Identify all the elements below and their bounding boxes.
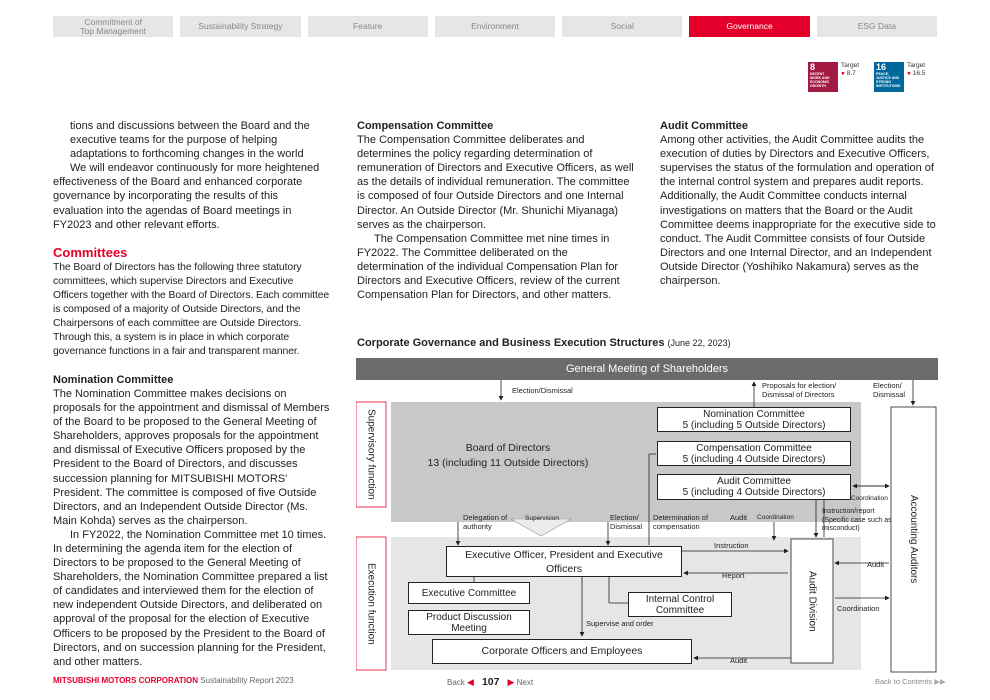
audit-text: Among other activities, the Audit Committee audits the execution of duties by Directors and Executive Officers, supervises the status of the formulation and operation of the internal control system and prepares audit reports. Additionally, the Audit Committee conducts internal investigations on matters that the Board or the Audit Committee deems inappropriate for the executive side to conduct. The Audit Committee consists of four Outside Directors and one Internal Director, and an Independent Outside Director (Yoshihiko Nakamura) serves as the chairperson.	[660, 134, 936, 288]
tab-governance[interactable]: Governance	[689, 16, 809, 37]
footer-pagination	[447, 676, 533, 688]
label-audit-2: Audit	[867, 560, 885, 569]
executive-officer-box: Executive Officer, President and Executive Officers	[446, 546, 682, 577]
back-to-contents-link[interactable]: Back to Contents ▶▶	[875, 677, 946, 686]
column-3	[660, 119, 937, 288]
footer-company: MITSUBISHI MOTORS CORPORATION Sustainability Report 2023	[53, 676, 294, 685]
compensation-committee-box: Compensation Committee 5 (including 4 Outside Directors)	[657, 441, 851, 466]
sdg-16-icon: 16 PEACE, JUSTICE AND STRONG INSTITUTIONS	[874, 62, 904, 92]
sdg-8-group	[808, 62, 859, 92]
tab-esg-data[interactable]: ESG Data	[817, 16, 937, 37]
board-of-directors: Board of Directors 13 (including 11 Outside Directors)	[427, 442, 589, 469]
tab-social[interactable]: Social	[562, 16, 682, 37]
audit-heading: Audit Committee	[660, 120, 748, 132]
label-instruction: Instruction	[714, 541, 749, 550]
audit-division-box: Audit Division	[806, 570, 818, 632]
tab-sustainability-strategy[interactable]: Sustainability Strategy	[180, 16, 300, 37]
tab-feature[interactable]: Feature	[308, 16, 428, 37]
tab-environment[interactable]: Environment	[435, 16, 555, 37]
nomination-text-2: In FY2022, the Nomination Committee met 10 times. In determining the agenda item for the election of Directors to be proposed to the General Meeting of Shareholders, the Nomination Committee prepared a list of candidates and interviewed them for the election of new independent Outside Directors, and deliberated on approval of the proposal for the election of Executive Officers to be proposed by the President to the Board of Directors, and on succession planning for the President, and other matters.	[53, 528, 328, 668]
label-coordination-3: Coordination	[837, 604, 880, 613]
label-supervision: Supervision	[525, 515, 559, 522]
compensation-heading: Compensation Committee	[357, 120, 494, 132]
audit-committee-box: Audit Committee 5 (including 4 Outside Directors)	[657, 474, 851, 500]
section-nav	[53, 16, 937, 37]
label-election-dismissal-2: Election/ Dismissal	[873, 381, 906, 399]
page-number: 107	[481, 676, 500, 688]
committees-heading: Committees	[53, 244, 128, 260]
sdg-16-target: Target ● 16.5	[907, 62, 926, 77]
label-proposals: Proposals for election/ Dismissal of Directors	[762, 381, 837, 399]
paragraph-continuation: tions and discussions between the Board and the executive teams for the purpose of helping adaptations to forthcoming changes in the world	[70, 120, 310, 161]
diagram-title: Corporate Governance and Business Execution Structures (June 22, 2023)	[357, 337, 731, 349]
governance-diagram	[356, 358, 938, 674]
product-discussion-meeting-box: Product Discussion Meeting	[408, 610, 530, 635]
tab-commitment[interactable]: Commitment of Top Management	[53, 16, 173, 37]
nomination-committee-box: Nomination Committee 5 (including 5 Outside Directors)	[657, 407, 851, 432]
label-election-dismissal-3: Election/ Dismissal	[610, 513, 643, 531]
column-2	[357, 119, 634, 302]
compensation-text-1: The Compensation Committee deliberates and determines the policy regarding determination of remuneration of Directors and Executive Officers, as well as the details of individual remuneration. The committee is composed of four Outside Directors and one Internal Director. An Outside Director (Mr. Shunichi Miyanaga) serves as the chairperson.	[357, 134, 634, 231]
label-coordination-2: Coordination	[757, 514, 794, 521]
sdg-8-icon: 8 DECENT WORK AND ECONOMIC GROWTH	[808, 62, 838, 92]
compensation-text-2: The Compensation Committee met nine times in FY2022. The Committee deliberated on the determination of the individual Compensation Plan for Directors and Executive Officers, review of the current Compensation Plan for Directors, and other matters.	[357, 232, 620, 302]
next-arrow-icon: ▶	[507, 676, 515, 687]
nomination-heading: Nomination Committee	[53, 373, 174, 386]
label-instruction-report: Instruction/report (Specific case such as misconduct)	[822, 508, 892, 532]
committees-text: The Board of Directors has the following three statutory committees, which supervise Directors and Executive Officers together with the Board of Directors. Each committee is composed of a majority of Outside Directors, and the Chairpersons of each committee are Outside Directors. Through this, a system is in place in which corporate governance functions in a fair and transparent manner.	[53, 261, 330, 357]
supervisory-function-label: Supervisory function	[365, 409, 377, 500]
nomination-text-1: The Nomination Committee makes decisions on proposals for the appointment and dismissal of Members of the Board to be proposed to the General Meeting of Shareholders, approves proposals for the appointment and dismissal of Executive Officers proposed by the President to the Board of Directors, and discusses succession planning for MITSUBISHI MOTORS' President. The committee is composed of five Outside Directors, and an Independent Outside Director (Ms. Main Kohda) serves as the chairperson.	[53, 387, 330, 527]
double-arrow-icon: ▶▶	[934, 677, 946, 686]
label-audit: Audit	[730, 513, 748, 522]
label-report: Report	[722, 571, 745, 580]
back-arrow-icon: ◀	[467, 676, 474, 687]
label-coordination: Coordination	[851, 495, 888, 502]
execution-function-label: Execution function	[365, 562, 377, 645]
label-delegation: Delegation of authority	[463, 513, 508, 531]
paragraph-endeavor: We will endeavor continuously for more heightened effectiveness of the Board and enhanced corporate governance by incorporating the results of this evaluation into the agendas of Board meetings in FY2023 and other relevant efforts.	[53, 162, 320, 231]
label-supervise-order: Supervise and order	[586, 619, 654, 628]
next-link[interactable]: ▶ Next	[507, 676, 534, 687]
accounting-auditors-box: Accounting Auditors	[908, 495, 919, 584]
sdg-8-target: Target ● 8.7	[841, 62, 860, 77]
label-determination: Determination of compensation	[653, 513, 709, 531]
executive-committee-box: Executive Committee	[408, 582, 530, 604]
gms-bar: General Meeting of Shareholders	[356, 358, 938, 380]
internal-control-committee-box: Internal Control Committee	[628, 592, 732, 617]
sdg-16-group	[874, 62, 925, 92]
column-1	[53, 119, 330, 669]
back-link[interactable]: Back ◀	[447, 676, 474, 687]
label-audit-3: Audit	[730, 656, 748, 665]
corporate-officers-box: Corporate Officers and Employees	[432, 639, 692, 664]
label-election-dismissal: Election/Dismissal	[512, 386, 573, 395]
